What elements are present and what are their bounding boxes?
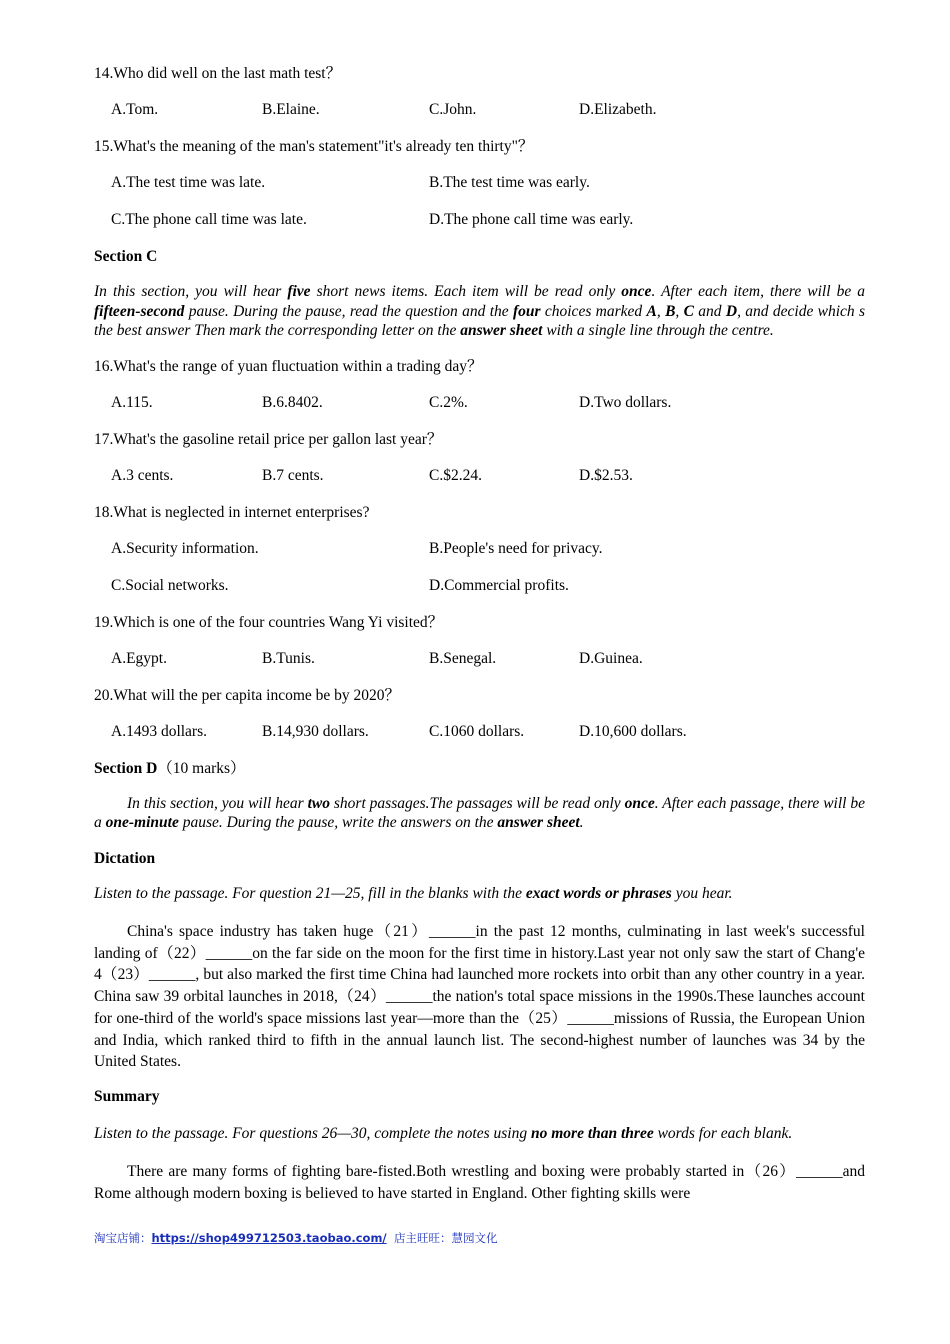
section-d-marks: （10 marks） xyxy=(157,759,246,777)
question-15-options-row2 xyxy=(94,210,865,230)
shop-label: 淘宝店铺： xyxy=(94,1231,152,1245)
question-15: 15.What's the meaning of the man's statement"it's already ten thirty"？ xyxy=(94,138,534,155)
summary-instructions: Listen to the passage. For questions 26—30, complete the notes using no more than three words for each blank. xyxy=(94,1124,793,1142)
option-c: C.2%. xyxy=(429,393,468,411)
exam-page xyxy=(94,64,865,1219)
option-b: B.Tunis. xyxy=(262,649,315,667)
question-19-options xyxy=(94,649,865,669)
option-c: C.The phone call time was late. xyxy=(111,211,307,228)
option-a: A.Tom. xyxy=(111,101,159,118)
option-a: A.1493 dollars. xyxy=(111,722,208,740)
question-16: 16.What's the range of yuan fluctuation within a trading day？ xyxy=(94,357,483,375)
option-b: B.The test time was early. xyxy=(429,174,590,191)
option-c: C.Social networks. xyxy=(111,576,229,594)
option-b: B.Elaine. xyxy=(262,101,320,118)
question-18-options-row2 xyxy=(94,576,865,596)
option-c: C.$2.24. xyxy=(429,466,482,484)
option-b: B.People's need for privacy. xyxy=(429,539,603,557)
question-18-options-row1 xyxy=(94,539,865,559)
option-a: A.The test time was late. xyxy=(111,174,266,191)
question-20-options xyxy=(94,722,865,742)
section-c-heading: Section C xyxy=(94,248,158,265)
question-19: 19.Which is one of the four countries Wang Yi visited？ xyxy=(94,613,444,631)
option-c: C.John. xyxy=(429,101,477,118)
summary-heading: Summary xyxy=(94,1087,160,1105)
option-c: B.Senegal. xyxy=(429,649,497,667)
option-d: D.Two dollars. xyxy=(579,393,672,411)
question-14: 14.Who did well on the last math test？ xyxy=(94,65,342,82)
option-a: A.3 cents. xyxy=(111,466,174,484)
question-14-options xyxy=(94,100,865,120)
question-20: 20.What will the per capita income be by 2020？ xyxy=(94,686,401,704)
summary-passage: There are many forms of fighting bare-fisted.Both wrestling and boxing were probably started in（26）______and Rome although modern boxing is believed to have started in England. Other fighting skills were xyxy=(94,1163,865,1203)
question-18: 18.What is neglected in internet enterprises? xyxy=(94,503,370,521)
section-d-instructions: In this section, you will hear two short passages.The passages will be read only once. After each passage, there will be a one-minute pause. During the pause, write the answers on the answer sheet. xyxy=(94,794,865,831)
option-a: A.115. xyxy=(111,393,153,411)
option-b: B.14,930 dollars. xyxy=(262,722,369,740)
option-d: D.Elizabeth. xyxy=(579,101,657,118)
option-a: A.Egypt. xyxy=(111,649,167,667)
section-c-instructions: In this section, you will hear five short news items. Each item will be read only once. After each item, there will be a fifteen-second pause. During the pause, read the question and the four choices marked A, B, C and D, and decide which s the best answer Then mark the corresponding letter on the answer sheet with a single line through the centre. xyxy=(94,283,866,339)
shop-link[interactable]: https://shop499712503.taobao.com/ xyxy=(151,1231,387,1245)
page-footer xyxy=(94,1230,497,1246)
dictation-heading: Dictation xyxy=(94,849,156,867)
option-c: C.1060 dollars. xyxy=(429,722,525,740)
option-d: D.Commercial profits. xyxy=(429,576,569,594)
question-17-options xyxy=(94,466,865,486)
option-b: B.6.8402. xyxy=(262,393,323,411)
option-d: D.Guinea. xyxy=(579,649,643,667)
option-a: A.Security information. xyxy=(111,539,259,557)
section-d-heading: Section D（10 marks） xyxy=(94,759,246,777)
question-17: 17.What's the gasoline retail price per gallon last year？ xyxy=(94,430,443,448)
question-15-options-row1 xyxy=(94,173,865,193)
dictation-passage: China's space industry has taken huge（21）______in the past 12 months, culminating in last week's successful landing of（22）______on the far side on the moon for the first time in history.Last year not only saw the start of Chang'e 4（23）______, but also marked the first time China had launched more rockets into orbit than any other country in a year. China saw 39 orbital launches in 2018,（24）______the nation's total space missions in the 1990s.These launches account for one-third of the world's space missions last year—more than the（25）______missions of Russia, the European Union and India, which ranked third to fifth in the annual launch list. The second-highest number of launches was 34 by the United States. xyxy=(94,923,865,1071)
option-d: D.$2.53. xyxy=(579,466,633,484)
shop-owner: 店主旺旺：慧园文化 xyxy=(393,1231,498,1245)
option-d: D.10,600 dollars. xyxy=(579,722,687,740)
option-b: B.7 cents. xyxy=(262,466,324,484)
option-d: D.The phone call time was early. xyxy=(429,211,634,228)
dictation-instructions: Listen to the passage. For question 21—25, fill in the blanks with the exact words or phrases you hear. xyxy=(94,884,733,902)
question-16-options xyxy=(94,393,865,413)
